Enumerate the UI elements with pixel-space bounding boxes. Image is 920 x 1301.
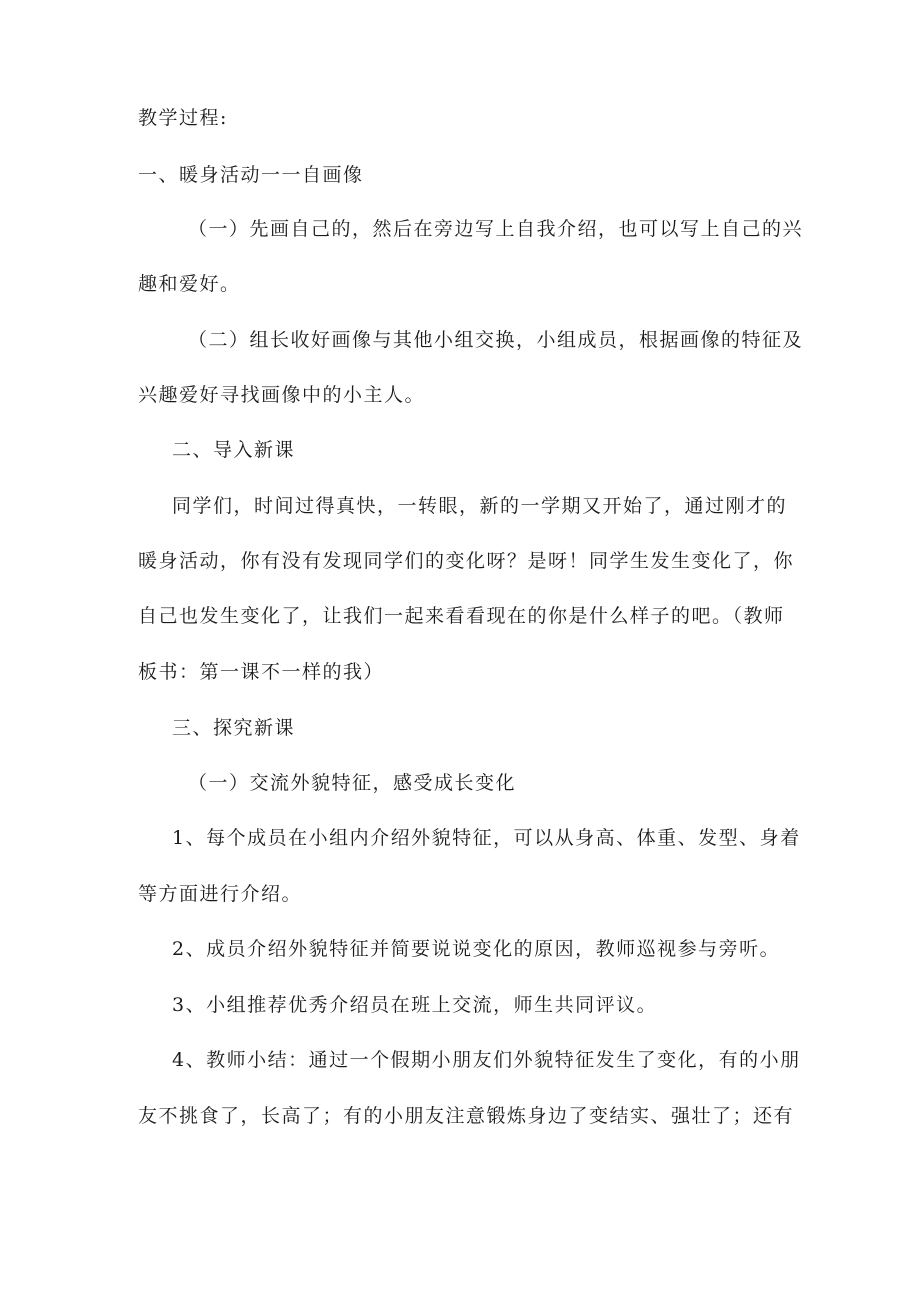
paragraph-line: 趣和爱好。 <box>138 273 241 295</box>
paragraph-line: 友不挑食了，长高了；有的小朋友注意锻炼身边了变结实、强壮了；还有 <box>138 1105 795 1127</box>
paragraph-line: 兴趣爱好寻找画像中的小主人。 <box>138 384 426 406</box>
section-two-heading: 二、导入新课 <box>172 439 296 461</box>
list-item: 3、小组推荐优秀介绍员在班上交流，师生共同评议。 <box>172 994 658 1016</box>
paragraph-line: 暖身活动，你有没有发现同学们的变化呀？是呀！同学生发生变化了，你 <box>138 550 795 572</box>
paragraph-line: 板书：第一课不一样的我） <box>138 661 385 683</box>
section-one-heading: 一、暖身活动一一自画像 <box>138 164 364 186</box>
subsection-heading: （一）交流外貌特征，感受成长变化 <box>188 772 517 794</box>
process-heading: 教学过程: <box>138 107 228 129</box>
section-three-heading: 三、探究新课 <box>172 717 296 739</box>
list-item: 2、成员介绍外貌特征并简要说说变化的原因，教师巡视参与旁听。 <box>172 938 781 960</box>
paragraph-line: 自己也发生变化了，让我们一起来看看现在的你是什么样子的吧。（教师 <box>138 605 785 627</box>
paragraph-line: 同学们，时间过得真快，一转眼，新的一学期又开始了，通过刚才的 <box>172 495 788 517</box>
list-item: 4、教师小结：通过一个假期小朋友们外貌特征发生了变化，有的小朋 <box>172 1049 801 1071</box>
paragraph-line: 等方面进行介绍。 <box>138 883 303 905</box>
paragraph-line: （一）先画自己的，然后在旁边写上自我介绍，也可以写上自己的兴 <box>188 218 804 240</box>
paragraph-line: （二）组长收好画像与其他小组交换，小组成员，根据画像的特征及 <box>188 329 804 351</box>
list-item: 1、每个成员在小组内介绍外貌特征，可以从身高、体重、发型、身着 <box>172 827 801 849</box>
